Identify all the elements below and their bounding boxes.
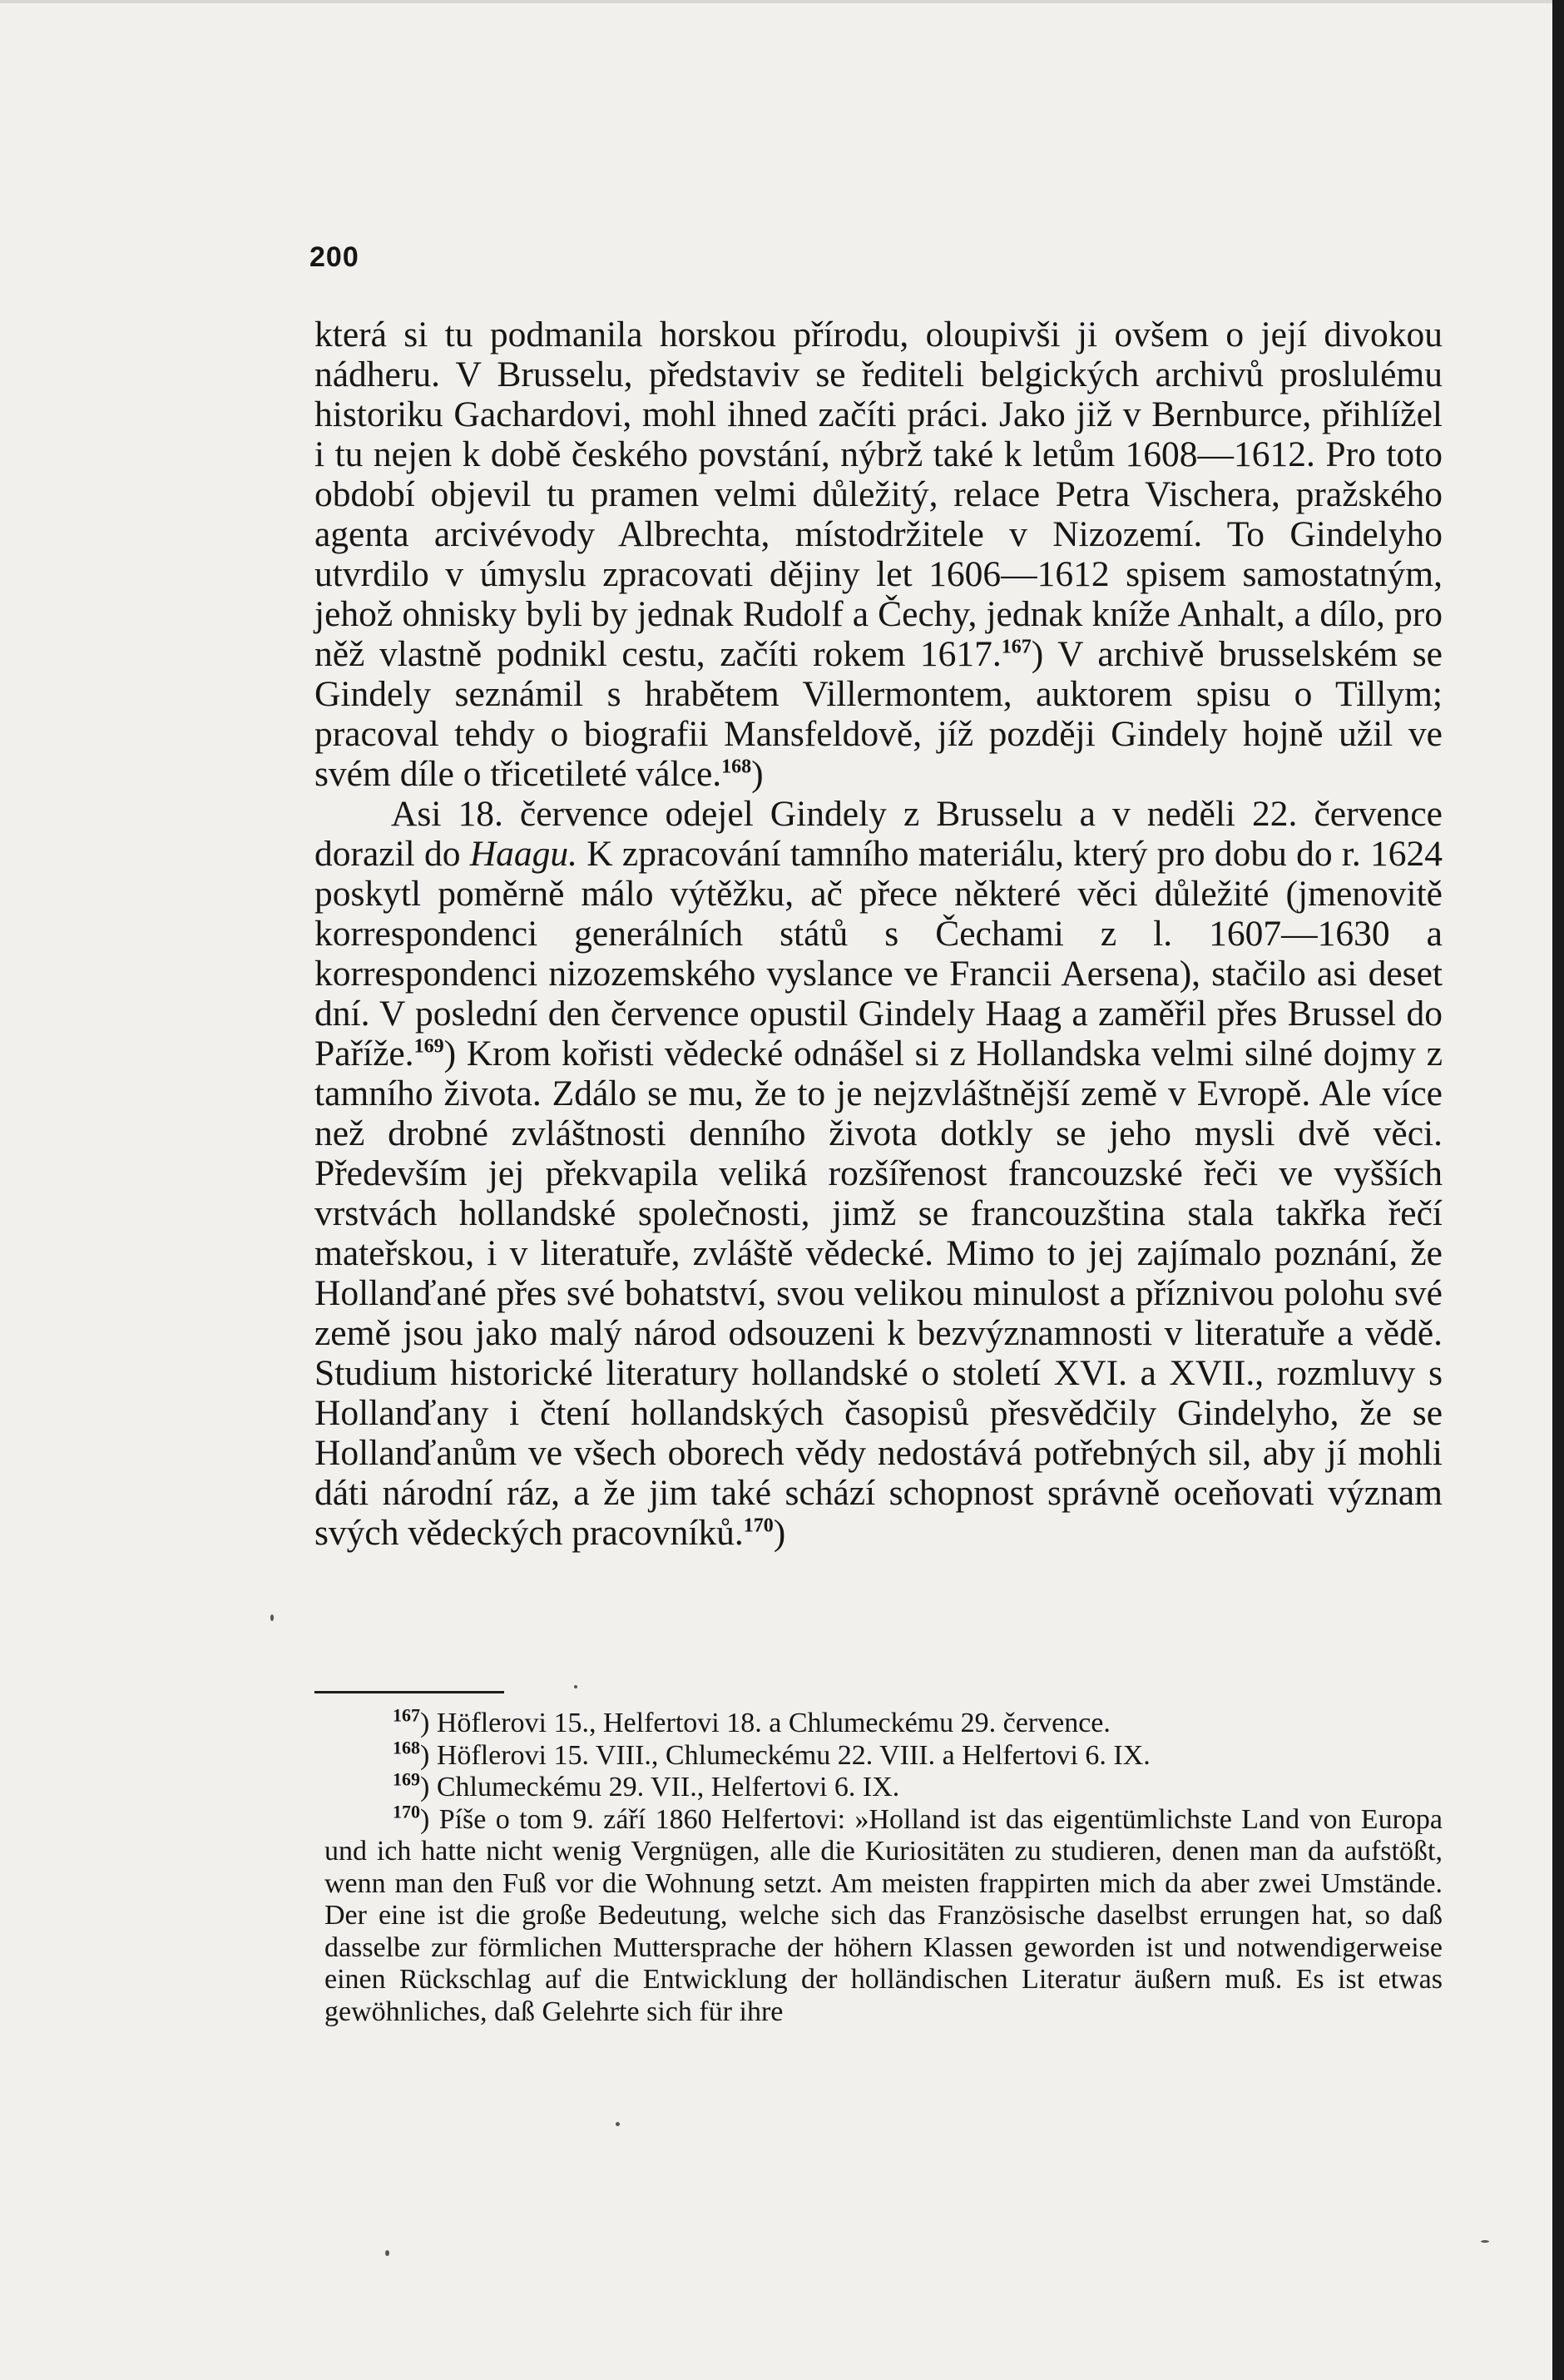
footnote bbox=[324, 1768, 1443, 1804]
footnote-reference: 167 bbox=[1001, 636, 1032, 658]
scan-speck bbox=[385, 2250, 389, 2256]
footnote-number: 168 bbox=[393, 1737, 420, 1758]
footnote-number: 167 bbox=[393, 1704, 420, 1726]
scan-speck bbox=[1481, 2240, 1489, 2243]
footnote-separator bbox=[314, 1691, 504, 1693]
footnote bbox=[324, 1737, 1443, 1773]
scan-edge-top bbox=[0, 0, 1564, 3]
scan-edge-right bbox=[1552, 0, 1564, 2380]
footnote bbox=[324, 1704, 1443, 1740]
text-segment: ) V archivě brusselském se Gindely seznámil s hrabětem Villermontem, auktorem spisu o Tillym; pracoval tehdy o biografii Mansfeldově, jíž později Gindely hojně užil ve svém díle o třicetileté válce. bbox=[314, 634, 1443, 794]
scan-speck bbox=[616, 2122, 620, 2126]
text-segment: ) bbox=[773, 1513, 786, 1553]
text-segment: Asi 18. července odejel Gindely z Brusselu a v neděli 22. července dorazil do bbox=[314, 794, 1443, 874]
footnote-number: 170 bbox=[393, 1801, 420, 1822]
footnote-text: ) Píše o tom 9. září 1860 Helfertovi: »Holland ist das eigentümlichste Land von Europa und ich hatte nicht wenig Vergnügen, alle die Kuriositäten zu studieren, denen man da aufstößt, wenn man den Fuß vor die Wohnung setzt. Am meisten frappirten mich da aber zwei Umstände. Der eine ist die große Bedeutung, welche sich das Französische daselbst errungen hat, so daß dasselbe zur förmlichen Muttersprache der höhern Klassen geworden ist und notwendigerweise einen Rückschlag auf die Entwicklung der holländischen Literatur äußern muß. Es ist etwas gewöhnliches, daß Gelehrte sich für ihre bbox=[324, 1803, 1443, 2027]
scan-speck bbox=[574, 1685, 577, 1688]
page-number: 200 bbox=[309, 241, 359, 273]
italic-text: Haagu. bbox=[469, 834, 578, 874]
body-text bbox=[314, 315, 1443, 1553]
text-segment: která si tu podmanila horskou přírodu, oloupivši ji ovšem o její divokou nádheru. V Brusselu, představiv se řediteli belgických archivů proslulému historiku Gachardovi, mohl ihned začíti práci. Jako již v Bernburce, přihlížel i tu nejen k době českého povstání, nýbrž také k letům 1608—1612. Pro toto období objevil tu pramen velmi důležitý, relace Petra Vischera, pražského agenta arcivévody Albrechta, místodržitele v Nizozemí. To Gindelyho utvrdilo v úmyslu zpracovati dějiny let 1606—1612 spisem samostatným, jehož ohnisky byli by jednak Rudolf a Čechy, jednak kníže Anhalt, a dílo, pro něž vlastně podnikl cestu, začíti rokem 1617. bbox=[314, 315, 1443, 674]
footnote-text: ) Chlumeckému 29. VII., Helfertovi 6. IX. bbox=[420, 1772, 900, 1802]
paragraph bbox=[314, 315, 1443, 794]
footnote-reference: 168 bbox=[721, 756, 752, 778]
text-segment: K zpracování tamního materiálu, který pro dobu do r. 1624 poskytl poměrně málo výtěžku, ač přece některé věci důležité (jmenovitě korrespondenci generálních států s Čechami z l. 1607—1630 a korrespondenci nizozemského vyslance ve Francii Aersena), stačilo asi deset dní. V poslední den července opustil Gindely Haag a zaměřil přes Brussel do Paříže. bbox=[314, 834, 1443, 1073]
text-segment: ) bbox=[751, 754, 764, 794]
footnote-reference: 169 bbox=[413, 1035, 444, 1058]
footnote-text: ) Höflerovi 15. VIII., Chlumeckému 22. VIII. a Helfertovi 6. IX. bbox=[420, 1739, 1151, 1771]
text-segment: ) Krom kořisti vědecké odnášel si z Hollandska velmi silné dojmy z tamního života. Zdálo se mu, že to je nejzvláštnější země v Evropě. Ale více než drobné zvláštnosti denního života dotkly se jeho mysli dvě věci. Především jej překvapila veliká rozšířenost francouzské řeči ve vyšších vrstvách hollandské společnosti, jimž se francouzština stala takřka řečí mateřskou, i v literatuře, zvláště vědecké. Mimo to jej zajímalo poznání, že Hollanďané přes své bohatství, svou velikou minulost a příznivou polohu své země jsou jako malý národ odsouzeni k bezvýznamnosti v literatuře a vědě. Studium historické literatury hollandské o století XVI. a XVII., rozmluvy s Hollanďany i čtení hollandských časopisů přesvědčily Gindelyho, že se Hollanďanům ve všech oborech vědy nedostává potřebných sil, aby jí mohli dáti národní ráz, a že jim také schází schopnost správně oceňovati význam svých vědeckých pracovníků. bbox=[314, 1034, 1443, 1553]
footnote bbox=[324, 1801, 1443, 2029]
footnote-text: ) Höflerovi 15., Helfertovi 18. a Chlumeckému 29. července. bbox=[420, 1708, 1111, 1738]
footnote-number: 169 bbox=[393, 1768, 420, 1790]
scan-speck bbox=[270, 1614, 274, 1621]
paragraph bbox=[314, 794, 1443, 1553]
footnote-reference: 170 bbox=[743, 1515, 774, 1537]
footnotes bbox=[324, 1704, 1443, 2028]
